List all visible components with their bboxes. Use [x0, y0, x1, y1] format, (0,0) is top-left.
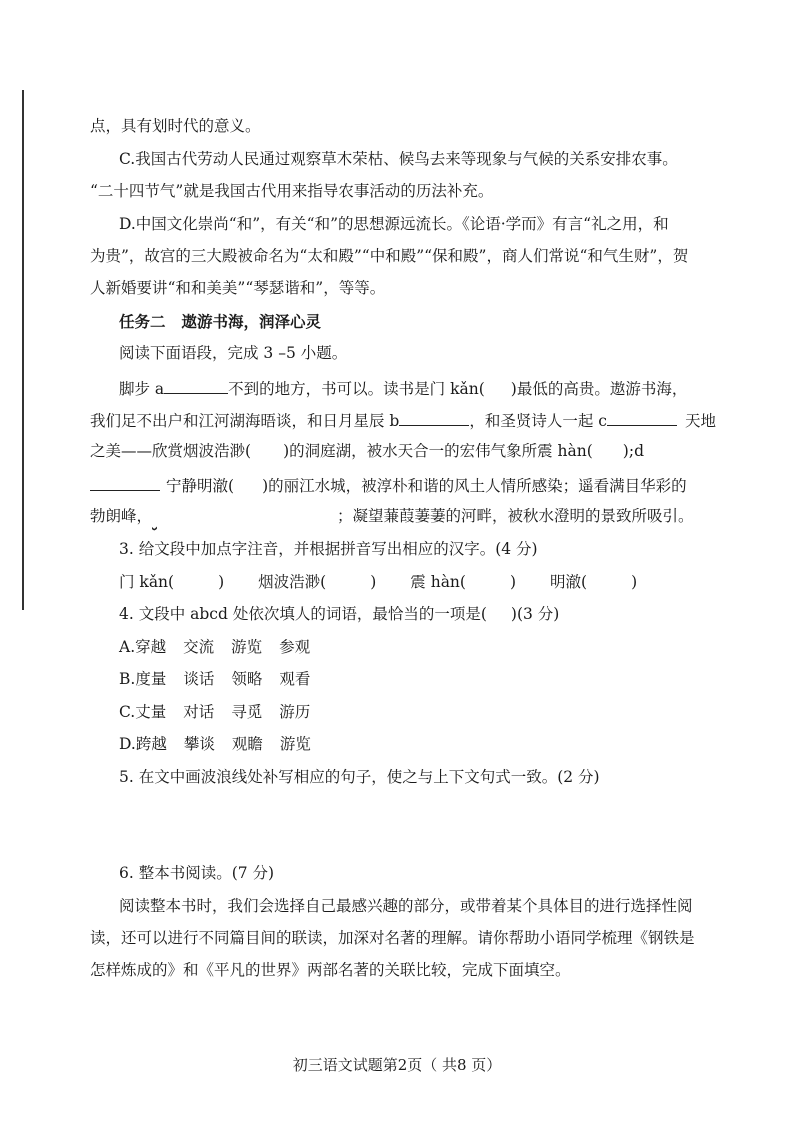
- passage-text: 天地: [684, 412, 716, 430]
- answer-label: 门 kǎn(: [119, 573, 175, 591]
- option-label: B.: [119, 670, 136, 688]
- passage-line-3: [90, 444, 644, 460]
- answer-label: ): [631, 573, 638, 591]
- option-c-line: C.我国古代劳动人民通过观察草木荣枯、候鸟去来等现象与气候的关系安排农事。: [119, 150, 678, 168]
- option-word: 攀谈: [183, 735, 215, 753]
- option-label: D.: [119, 735, 136, 753]
- passage-text: )的丽江水城，被淳朴和谐的风土人情所感染；遥看满目华彩的: [262, 477, 687, 495]
- question-6-line: 阅读整本书时，我们会选择自己最感兴趣的部分，或带着某个具体目的进行选择性阅: [119, 897, 693, 915]
- option-word: 跨越: [135, 735, 167, 753]
- answer-label: ): [509, 573, 517, 591]
- answer-label: 震 hàn(: [410, 573, 466, 591]
- answer-label: 明澈(: [550, 573, 588, 591]
- question-6-title: 6. 整本书阅读。(7 分): [119, 864, 275, 882]
- option-word: 领略: [231, 670, 263, 688]
- option-word: 参观: [279, 638, 311, 656]
- option-label: C.: [119, 703, 136, 721]
- option-word: 观瞻: [231, 735, 263, 753]
- option-d: [119, 737, 311, 753]
- passage-text: )的洞庭湖，被水天合一的宏伟气象所震 hàn(: [283, 442, 593, 460]
- wavy-underline-blank[interactable]: [152, 509, 337, 523]
- passage-text: );d: [622, 442, 644, 460]
- fill-blank-a[interactable]: [164, 379, 228, 394]
- option-word: 丈量: [135, 703, 167, 721]
- passage-text: 脚步 a: [119, 380, 165, 398]
- option-b: [119, 672, 310, 688]
- option-word: 观看: [279, 670, 311, 688]
- question-4: [119, 607, 559, 623]
- passage-text: ；凝望蒹葭萋萋的河畔，被秋水澄明的景致所吸引。: [337, 507, 694, 525]
- question-5: 5. 在文中画波浪线处补写相应的句子，使之与上下文句式一致。(2 分): [119, 768, 600, 786]
- page-footer: 初三语文试题第2页（ 共8 页）: [292, 1056, 502, 1074]
- option-word: 对话: [183, 703, 215, 721]
- question-6-line: 怎样炼成的》和《平凡的世界》两部名著的关联比较，完成下面填空。: [90, 961, 571, 979]
- question-3: 3. 给文段中加点字注音，并根据拼音写出相应的汉字。(4 分): [119, 540, 538, 558]
- passage-line-2: [90, 411, 716, 430]
- option-word: 谈话: [183, 670, 215, 688]
- passage-text: 我们足不出户和江河湖海晤谈，和日月星辰 b: [90, 412, 400, 430]
- task-title: 遨游书海，润泽心灵: [181, 312, 322, 331]
- option-word: 游历: [279, 703, 311, 721]
- option-word: 游览: [279, 735, 311, 753]
- task-instruction: 阅读下面语段，完成 3 –5 小题。: [119, 344, 348, 362]
- passage-line-5: [90, 509, 694, 525]
- text-line: “二十四节气”就是我国古代用来指导农事活动的历法补充。: [90, 182, 494, 200]
- text-line: 人新婚要讲“和和美美”“琴瑟谐和”，等等。: [90, 279, 386, 297]
- margin-rule: [22, 90, 24, 610]
- question-4-text: 4. 文段中 abcd 处依次填人的词语，最恰当的一项是(: [119, 605, 487, 623]
- passage-text: 之美——欣赏烟波浩渺(: [90, 442, 252, 460]
- task-heading: [119, 314, 321, 330]
- question-6-line: 读，还可以进行不同篇目间的联读，加深对名著的理解。请你帮助小语同学梳理《钢铁是: [90, 929, 695, 947]
- fill-blank-b[interactable]: [399, 411, 469, 426]
- fill-blank-c[interactable]: [607, 411, 677, 426]
- passage-text: 勃朗峰，: [90, 507, 153, 525]
- fill-blank-d[interactable]: [90, 476, 160, 491]
- option-word: 穿越: [135, 638, 167, 656]
- passage-text: ，和圣贤诗人一起 c: [469, 412, 607, 430]
- question-4-points: )(3 分): [510, 605, 560, 623]
- option-d-line: D.中国文化崇尚“和”，有关“和”的思想源远流长。《论语·学而》有言“礼之用，和: [119, 215, 669, 233]
- passage-text: 宁静明澈(: [166, 477, 235, 495]
- passage-line-4: [90, 476, 687, 495]
- text-line: 点，具有划时代的意义。: [90, 117, 261, 135]
- text-line: 为贵”，故宫的三大殿被命名为“太和殿”“中和殿”“保和殿”，商人们常说“和气生财”，贺: [90, 247, 689, 265]
- option-word: 度量: [135, 670, 167, 688]
- passage-text: )最低的高贵。遨游书海，: [510, 380, 688, 398]
- answer-label: ): [370, 573, 377, 591]
- option-word: 寻觅: [231, 703, 263, 721]
- answer-label: 烟波浩渺(: [258, 573, 327, 591]
- passage-text: 不到的地方，书可以。读书是门 kǎn(: [228, 380, 485, 398]
- question-3-answers: [119, 575, 637, 591]
- option-c: [119, 705, 310, 721]
- option-label: A.: [119, 638, 136, 656]
- answer-label: ): [218, 573, 225, 591]
- option-word: 游览: [231, 638, 263, 656]
- option-word: 交流: [183, 638, 215, 656]
- task-label: 任务二: [119, 312, 166, 331]
- option-a: [119, 640, 310, 656]
- passage-line-1: [119, 379, 687, 398]
